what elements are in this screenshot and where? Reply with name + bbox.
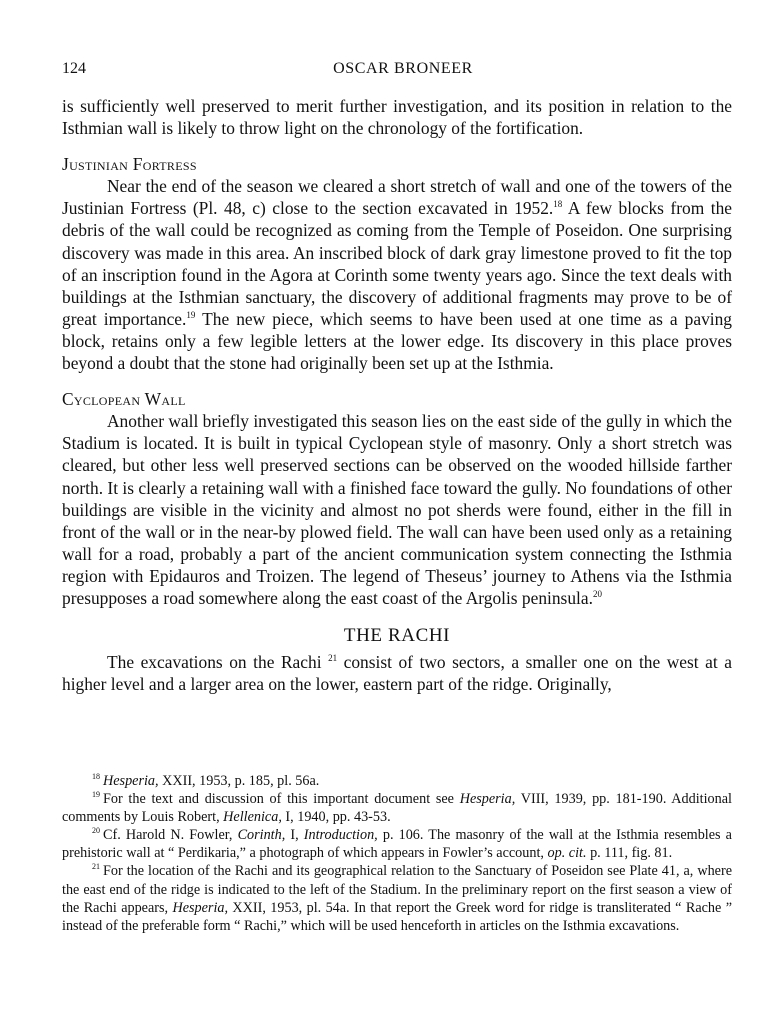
- footnote-ref-19[interactable]: 19: [186, 309, 196, 320]
- section-heading-cyclopean-wall: Cyclopean Wall: [62, 389, 186, 410]
- footnote-text: I,: [285, 827, 304, 844]
- footnote-text: XXII, 1953, p. 185, pl. 56a.: [158, 773, 320, 789]
- journal-title: Hellenica,: [223, 809, 282, 826]
- text-run: A few blocks from the debris of the wall could be recognized as coming from the Temple of Poseidon. One surprising discovery was made in this area. An inscribed block of dark gray limestone proved to fit the top of an inscription found in the Agora at Corinth some twenty years ago. Since the text deals with buildings at the Isthmian sanctuary, the discovery of additional fragments may prove to be of great importance.: [62, 198, 732, 329]
- text-run: The excavations on the Rachi: [107, 652, 329, 673]
- footnote-ref-21[interactable]: 21: [328, 653, 338, 664]
- footnote-text: p. 106. The masonry of the wall at the Isthmia resembles a prehistoric wall at “ Perdikaria,” a photograph of which appears in Fowler’s account,: [62, 827, 732, 862]
- text-run: Another wall briefly investigated this season lies on the east side of the gully in which the Stadium is located. It is built in typical Cyclopean style of masonry. Only a short stretch was cleared, but other less well preserved sections can be observed on the wooded hillside farther north. It is clearly a retaining wall with a finished face toward the gully. No foundations of other buildings are visible in the vicinity and almost no pot sherds were found, either in the fill in front of the wall or in the near-by plowed field. The wall can have been used only as a retaining wall for a road, probably a part of the ancient communication system connecting the Isthmia region with Epidauros and Troizen. The legend of Theseus’ journey to Athens via the Isthmia presupposes a road somewhere along the east coast of the Argolis peninsula.: [62, 411, 732, 608]
- footnote-number: 18: [92, 772, 100, 781]
- footnote-19: [62, 790, 732, 826]
- text-run: consist of two sectors, a smaller one on the west at a higher level and a larger area on the lower, eastern part of the ridge. Originally,: [62, 652, 732, 695]
- journal-title: Corinth,: [237, 827, 286, 844]
- footnote-21: [62, 862, 732, 934]
- paragraph-the-rachi: [62, 651, 732, 695]
- journal-title: Hesperia,: [459, 791, 516, 808]
- footnote-text: For the location of the Rachi and its geographical relation to the Sanctuary of Poseidon see Plate 41, a, where the east end of the ridge is indicated to the left of the Stadium. In the preliminary report on the first season a view of the Rachi appears,: [62, 863, 732, 916]
- journal-title: Hesperia,: [103, 773, 159, 789]
- footnotes: [62, 772, 732, 935]
- footnote-18: [62, 772, 732, 790]
- footnote-text: VIII, 1939, pp. 181-190. Additional comments by Louis Robert,: [62, 791, 732, 826]
- footnote-text: Cf. Harold N. Fowler,: [103, 827, 238, 844]
- text-run: Near the end of the season we cleared a short stretch of wall and one of the towers of the Justinian Fortress (Pl. 48, c) close to the section excavated in 1952.: [62, 176, 732, 219]
- text-run: The new piece, which seems to have been used at one time as a paving block, retains only a few legible letters at the lower edge. Its discovery in this place proves beyond a doubt that the stone had originally been set up at the Isthmia.: [62, 308, 733, 374]
- page-number: 124: [62, 60, 86, 77]
- footnote-ref-18[interactable]: 18: [553, 199, 563, 210]
- citation-abbrev: op. cit.: [547, 845, 587, 862]
- running-head: OSCAR BRONEER: [333, 60, 473, 77]
- paragraph-continuation: is sufficiently well preserved to merit further investigation, and its position in relation to the Isthmian wall is likely to throw light on the chronology of the fortification.: [62, 96, 732, 139]
- section-heading-justinian-fortress: Justinian Fortress: [62, 154, 197, 175]
- footnote-text: For the text and discussion of this important document see: [103, 791, 460, 808]
- page-header: [62, 58, 744, 84]
- footnote-ref-20[interactable]: 20: [592, 588, 602, 599]
- footnote-number: 19: [92, 790, 100, 800]
- journal-title: Hesperia,: [172, 899, 229, 916]
- footnote-text: p. 111, fig. 81.: [586, 845, 673, 862]
- footnote-20: [62, 826, 732, 862]
- journal-title: Introduction,: [303, 827, 378, 844]
- paragraph-justinian-fortress: [62, 175, 732, 374]
- footnote-text: XXII, 1953, pl. 54a. In that report the Greek word for ridge is transliterated “ Rache ” instead of the preferable form “ Rachi,” which will be used henceforth in articles on the Isthmia excavations.: [62, 899, 732, 934]
- major-heading-the-rachi: THE RACHI: [343, 625, 451, 647]
- main-text: [62, 95, 732, 695]
- footnote-text: I, 1940, pp. 43-53.: [281, 809, 391, 826]
- footnote-number: 20: [92, 826, 100, 836]
- paragraph-cyclopean-wall: [62, 410, 732, 609]
- footnote-number: 21: [92, 862, 100, 872]
